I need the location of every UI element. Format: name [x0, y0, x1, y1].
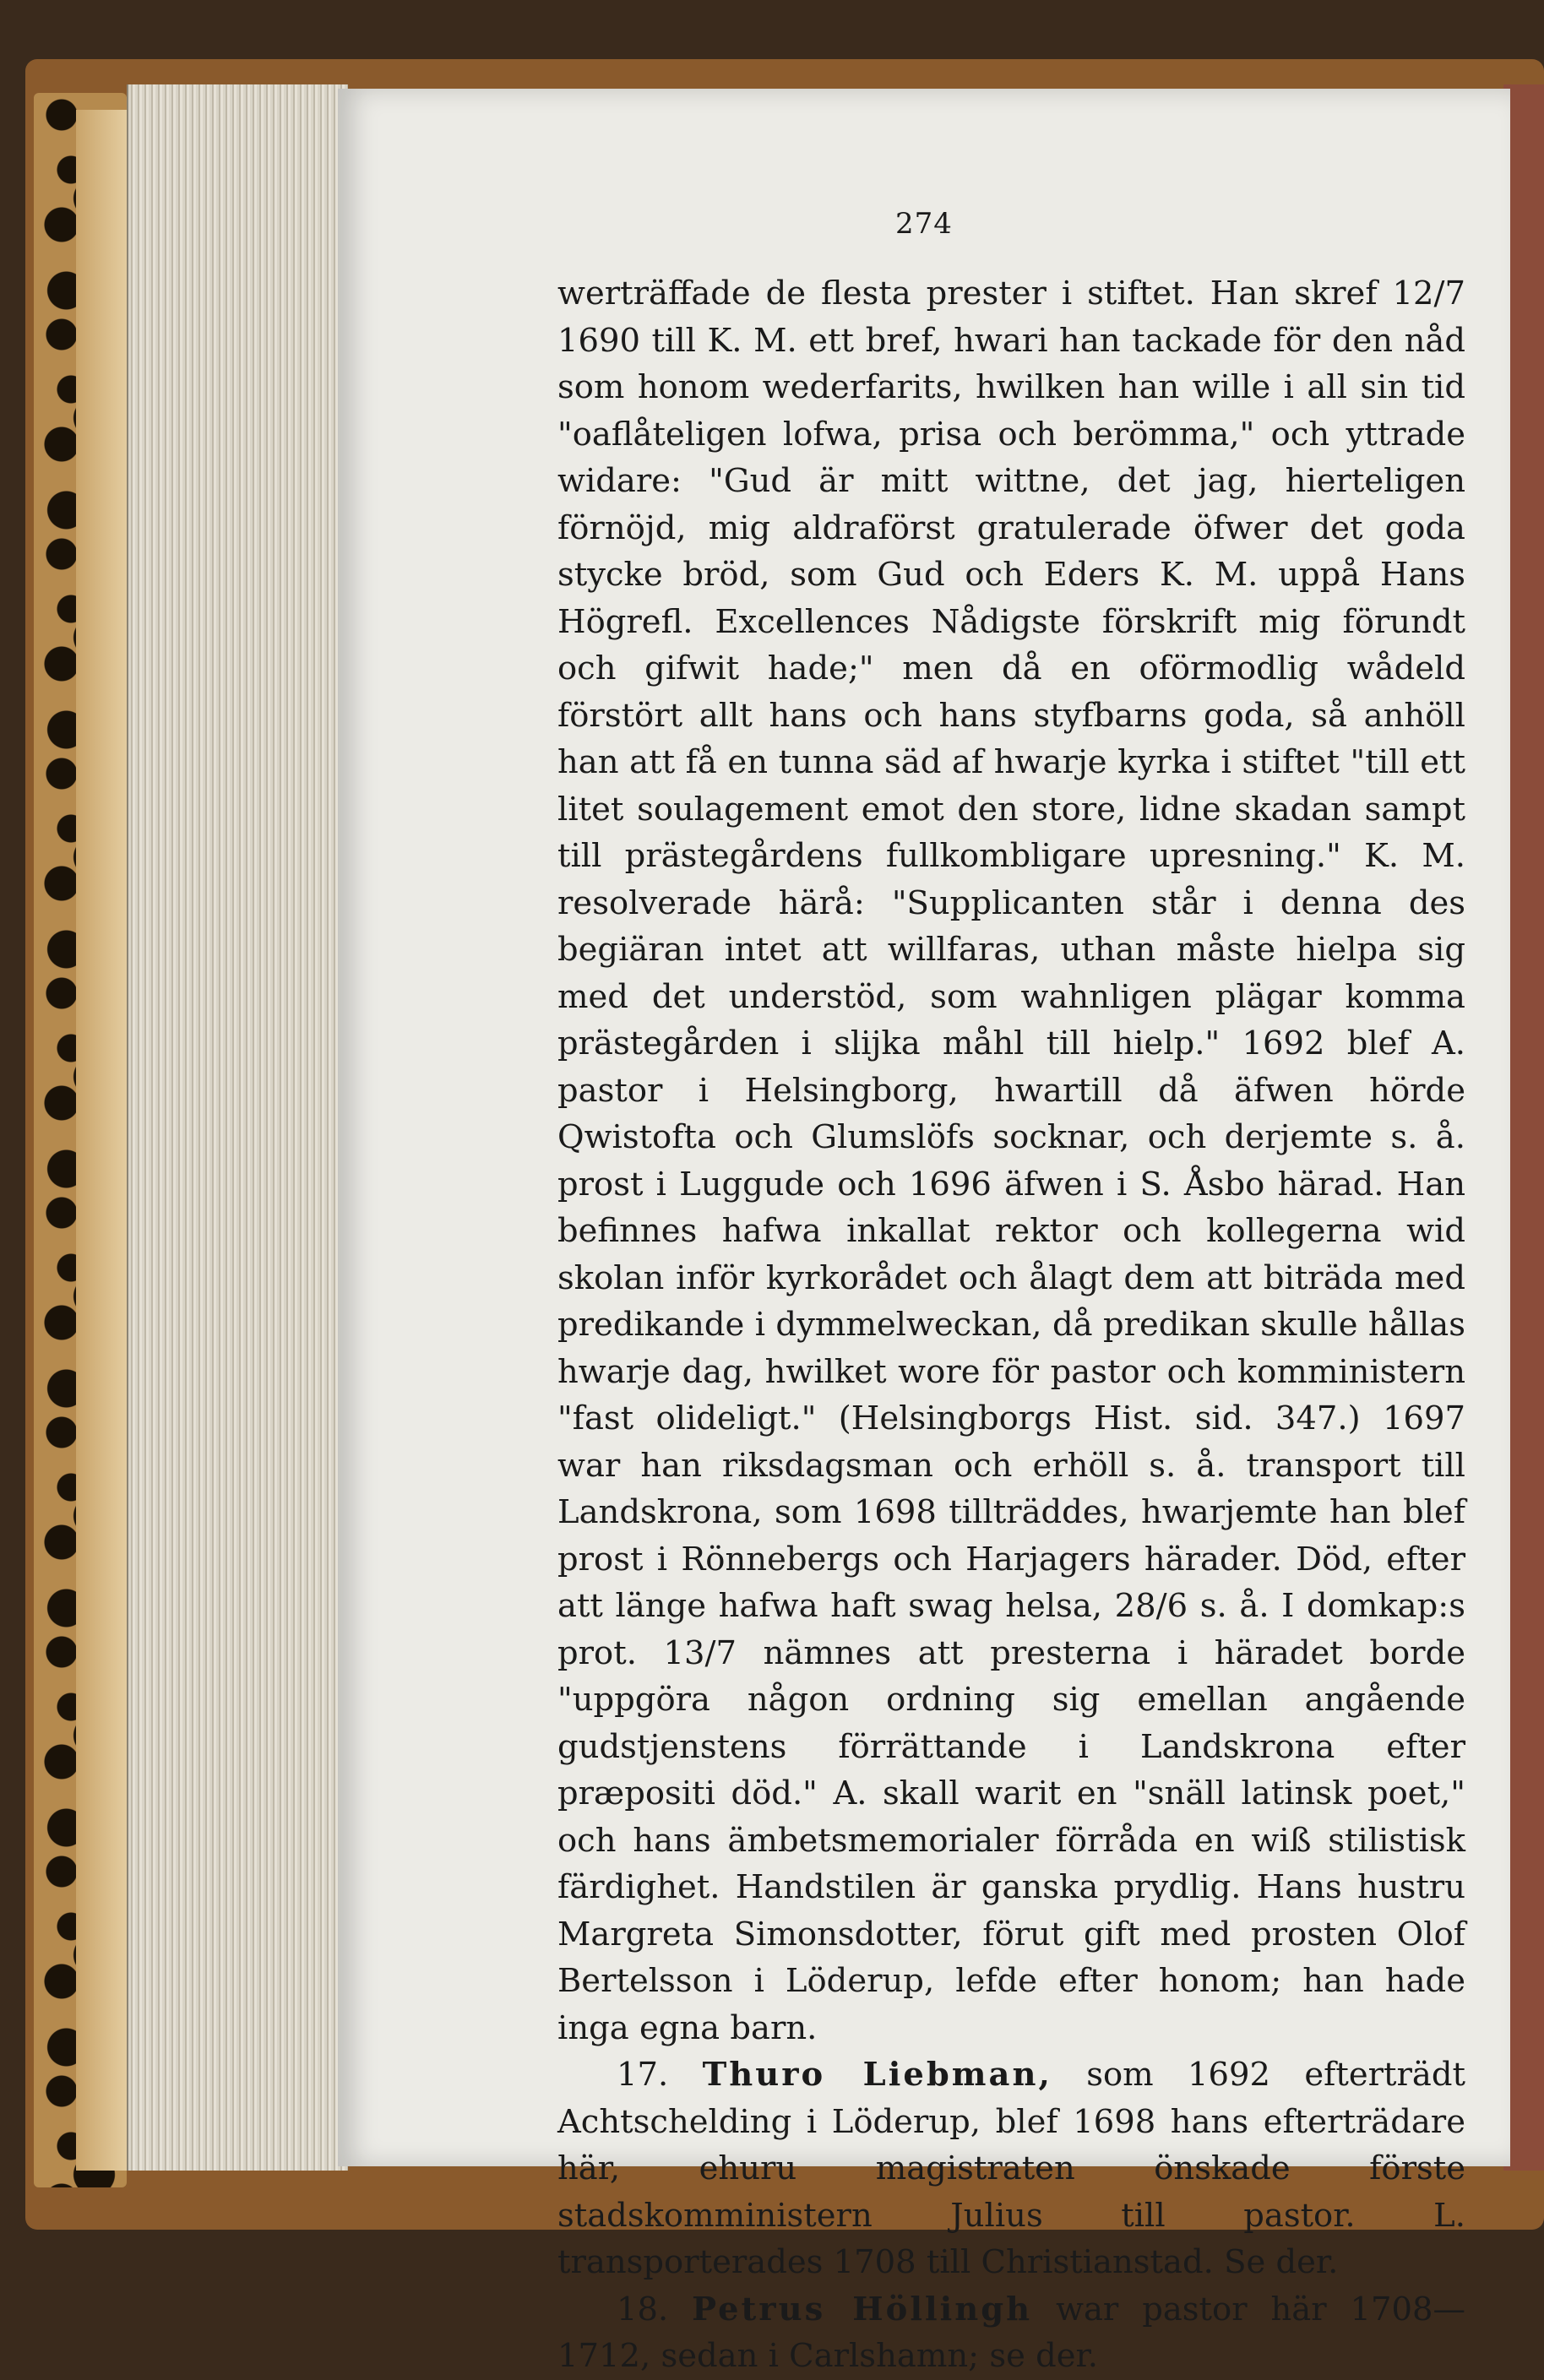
paragraph-17: [557, 2051, 1465, 2286]
paragraph-18: [557, 2286, 1465, 2380]
entry-text: som 1692 efterträdt Achtschelding i Löderup, blef 1698 hans efterträdare här, ehuru magistraten önskade förste stadskomministern Julius till pastor. L. transporterades 1708 till Christianstad. Se der.: [557, 2056, 1465, 2281]
entry-name: Petrus Höllingh: [692, 2290, 1033, 2328]
entry-number: 18.: [617, 2290, 669, 2328]
body-text: [557, 270, 1465, 2380]
entry-name: Thuro Liebman,: [702, 2056, 1052, 2094]
paragraph-main: werträffade de flesta prester i stiftet. Han skref 12/7 1690 till K. M. ett bref, hwari han tackade för den nåd som honom wederfarits, hwilken han wille i all sin tid "oaflåteligen lofwa, prisa och berömma," och yttrade widare: "Gud är mitt wittne, det jag, hierteligen förnöjd, mig aldraförst gratulerade öfwer det goda stycke bröd, som Gud och Eders K. M. uppå Hans Högrefl. Excellences Nådigste förskrift mig förundt och gifwit hade;" men då en oförmodlig wådeld förstört allt hans och hans styfbarns goda, så anhöll han att få en tunna säd af hwarje kyrka i stiftet "till ett litet soulagement emot den store, lidne skadan sampt till prästegårdens fullkombligare upresning." K. M. resolverade härå: "Supplicanten står i denna des begiäran intet att willfaras, uthan måste hielpa sig med det understöd, som wahnligen plägar komma prästegården i slijka måhl till hielp." 1692 blef A. pastor i Helsingborg, hwartill då äfwen hörde Qwistofta och Glumslöfs socknar, och derjemte s. å. prost i Luggude och 1696 äfwen i S. Åsbo härad. Han befinnes hafwa inkallat rektor och kollegerna wid skolan inför kyrkorådet och ålagt dem att biträda med predikande i dymmelweckan, då predikan skulle hållas hwarje dag, hwilket wore för pastor och komministern "fast olideligt." (Helsingborgs Hist. sid. 347.) 1697 war han riksdagsman och erhöll s. å. transport till Landskrona, som 1698 tillträddes, hwarjemte han blef prost i Rönnebergs och Harjagers härader. Död, efter att länge hafwa haft swag helsa, 28/6 s. å. I domkap:s prot. 13/7 nämnes att presterna i häradet borde "uppgöra någon ordning sig emellan angående gudstjenstens förrättande i Landskrona efter præpositi död." A. skall warit en "snäll latinsk poet," och hans ämbetsmemorialer förråda en wiß stilistisk färdighet. Handstilen är ganska prydlig. Hans hustru Margreta Simonsdotter, förut gift med prosten Olof Bertelsson i Löderup, lefde efter honom; han hade inga egna barn.: [557, 274, 1465, 2047]
entry-number: 17.: [617, 2056, 669, 2094]
page-number: 274: [895, 207, 953, 241]
page-edges: [127, 84, 348, 2171]
entry-text: war pastor här 1708—1712, sedan i Carlshamn; se der.: [557, 2290, 1465, 2375]
book-page: [338, 89, 1510, 2375]
